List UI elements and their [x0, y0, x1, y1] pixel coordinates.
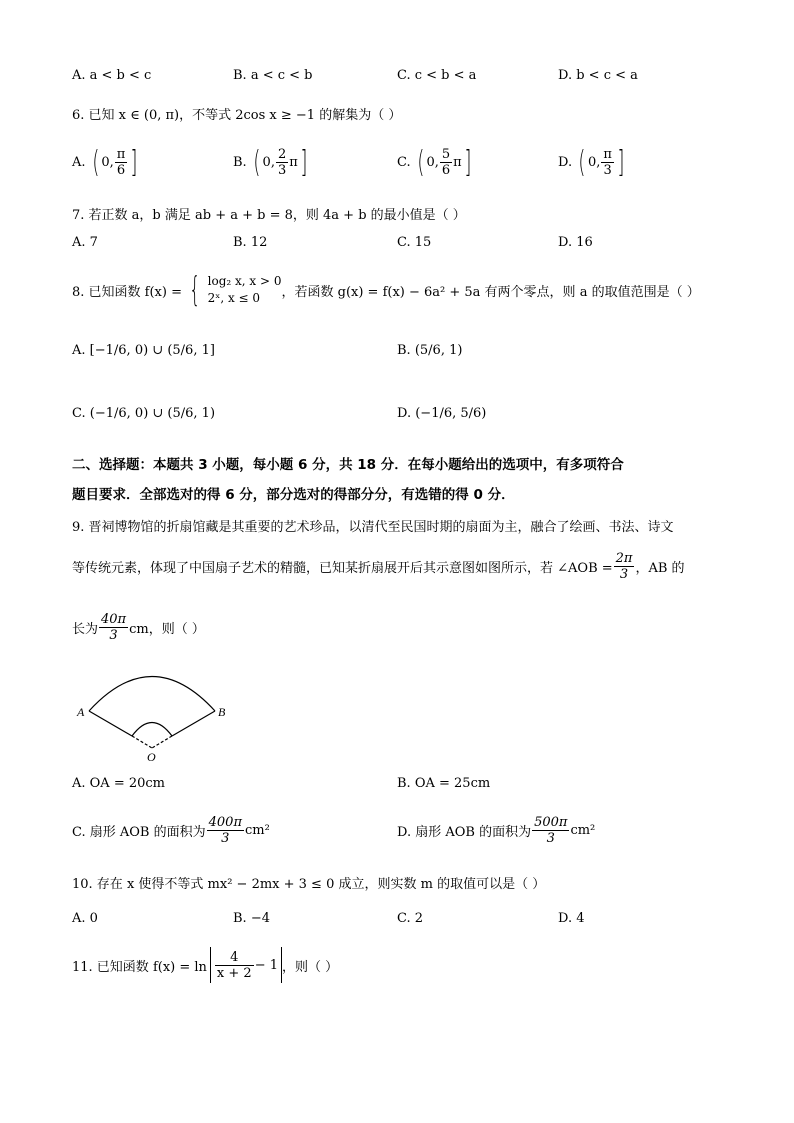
q10-option-d: D. 4	[558, 911, 585, 926]
q6-option-c: C. ( 0, $\frac{5}{6}$ π]	[397, 145, 472, 180]
fan-diagram	[72, 664, 242, 764]
q8-option-a: A. [−1/6, 0) ∪ (5/6, 1]	[72, 343, 215, 358]
q9-line1: 9. 晋祠博物馆的折扇馆藏是其重要的艺术珍品，以清代至民国时期的扇面为主，融合了绘画、书法、诗文	[72, 520, 674, 535]
q5-option-b: B. a < c < b	[233, 68, 313, 83]
inner-arc	[132, 723, 172, 737]
label-o: O	[147, 750, 156, 764]
q6-stem: 6. 已知 x ∈ (0, π)，不等式 2cos x ≥ −1 的解集为（ ）	[72, 108, 402, 123]
q9-line2: 等传统元素，体现了中国扇子艺术的精髓，已知某折扇展开后其示意图如图所示，若 ∠AOB = $\frac{2\pi}{3}$ ，AB 的	[72, 551, 685, 582]
q7-stem: 7. 若正数 a，b 满足 ab + a + b = 8，则 4a + b 的最小值是（ ）	[72, 208, 466, 223]
q10-option-b: B. −4	[233, 911, 270, 926]
q10-stem: 10. 存在 x 使得不等式 mx² − 2mx + 3 ≤ 0 成立，则实数 m 的取值可以是（ ）	[72, 877, 546, 892]
q7-option-a: A. 7	[72, 235, 98, 250]
q10-option-c: C. 2	[397, 911, 424, 926]
q6-option-d: D. ( 0, $\frac{\pi}{3}$ ]	[558, 145, 625, 180]
section2-line1: 二、选择题：本题共 3 小题，每小题 6 分，共 18 分．在每小题给出的选项中，有多项符合	[72, 457, 624, 473]
section2-line2: 题目要求．全部选对的得 6 分，部分选对的得部分分，有选错的得 0 分．	[72, 487, 515, 503]
edge-oa-solid	[89, 711, 132, 736]
q6-option-a: A. ( 0, $\frac{\pi}{6}$ ]	[72, 145, 138, 180]
q6-option-b: B. ( 0, $\frac{2}{3}$ π]	[233, 145, 308, 180]
q10-option-a: A. 0	[72, 911, 98, 926]
piecewise-cases: log₂ x, x > 0 2ˣ, x ≤ 0	[207, 274, 282, 305]
edge-ob-solid	[172, 711, 215, 736]
brace: {	[189, 270, 201, 310]
q8-option-d: D. (−1/6, 5/6)	[397, 406, 487, 421]
edge-ob-dashed	[152, 736, 172, 748]
q9-option-c: C. 扇形 AOB 的面积为 $\frac{400\pi}{3}$ cm²	[72, 815, 270, 846]
abs-value: $\frac{4}{x + 2}$ − 1	[210, 947, 282, 983]
q5-option-c: C. c < b < a	[397, 68, 477, 83]
edge-oa-dashed	[132, 736, 152, 748]
q9-line3: 长为 $\frac{40\pi}{3}$ cm，则（ ）	[72, 612, 205, 643]
q11-stem: 11. 已知函数 f(x) = ln $\frac{4}{x + 2}$ − 1 ，则（ ）	[72, 947, 338, 983]
q9-option-d: D. 扇形 AOB 的面积为 $\frac{500\pi}{3}$ cm²	[397, 815, 596, 846]
q9-option-b: B. OA = 25cm	[397, 776, 491, 791]
q7-option-b: B. 12	[233, 235, 268, 250]
q5-option-a: A. a < b < c	[72, 68, 152, 83]
q8-stem: 8. 已知函数 f(x) = { log₂ x, x > 0 2ˣ, x ≤ 0 ，若函数 g(x) = f(x) − 6a² + 5a 有两个零点，则 a 的取值范围是（ ）	[72, 270, 700, 310]
q7-option-c: C. 15	[397, 235, 432, 250]
label-b: B	[218, 705, 226, 719]
q8-option-b: B. (5/6, 1)	[397, 343, 463, 358]
q9-option-a: A. OA = 20cm	[72, 776, 166, 791]
option-label: A.	[72, 155, 86, 170]
q7-option-d: D. 16	[558, 235, 593, 250]
q5-option-d: D. b < c < a	[558, 68, 638, 83]
q8-option-c: C. (−1/6, 0) ∪ (5/6, 1)	[72, 406, 216, 421]
label-a: A	[77, 705, 85, 719]
outer-arc	[89, 677, 215, 712]
